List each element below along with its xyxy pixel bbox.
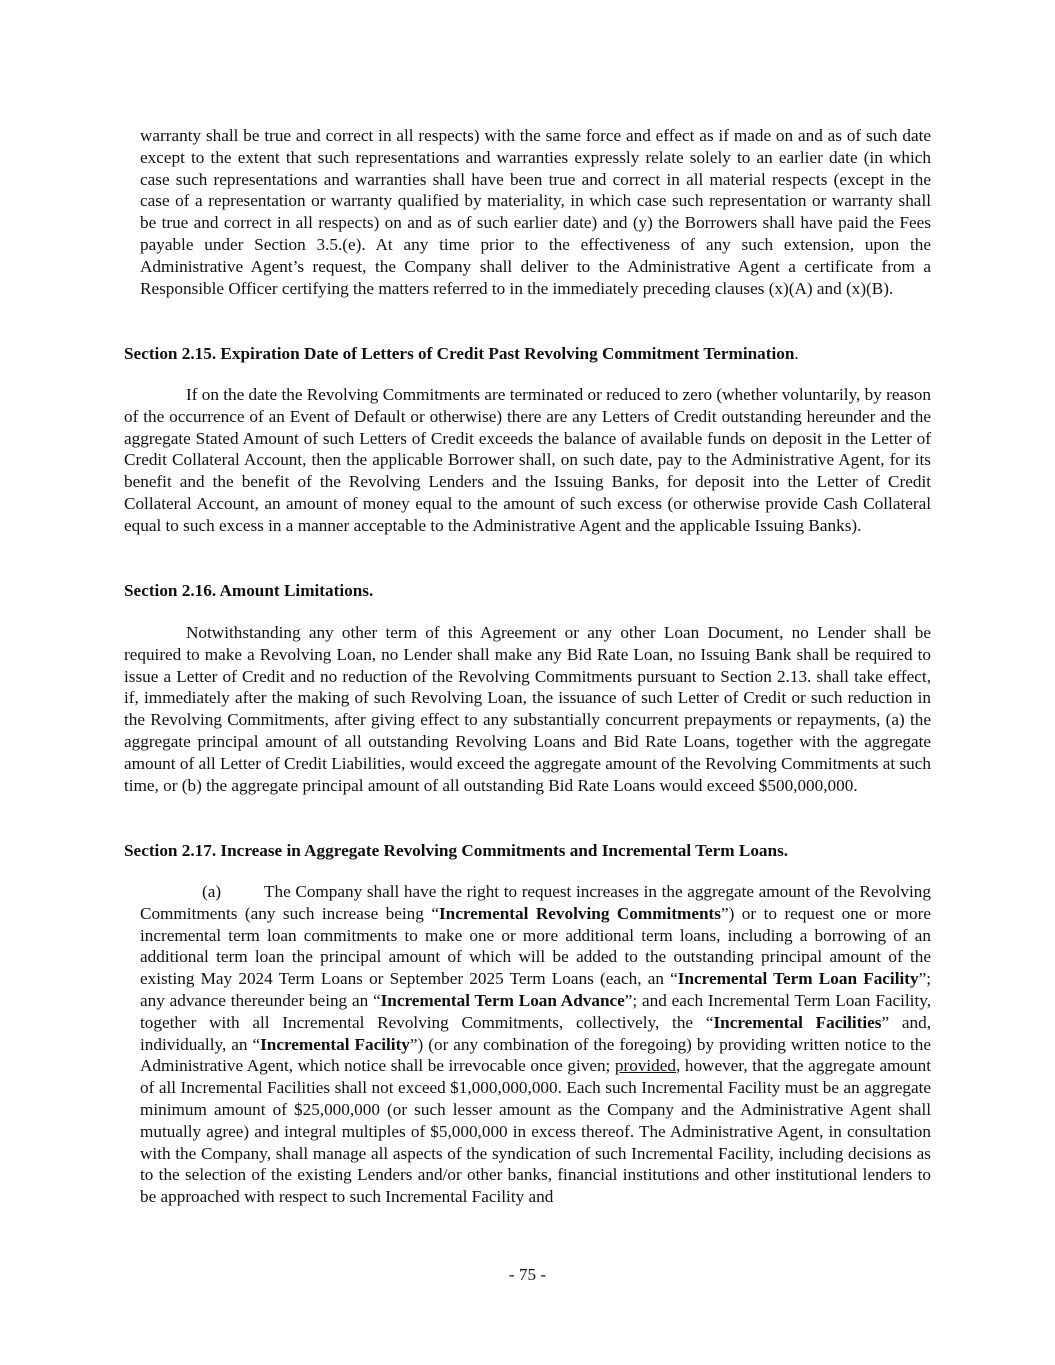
section-2-15-heading-text: Section 2.15. Expiration Date of Letters of Credit Past Revolving Commitment Termination [124,344,795,363]
section-2-16-body: Notwithstanding any other term of this Agreement or any other Loan Document, no Lender shall be required to make a Revolving Loan, no Lender shall make any Bid Rate Loan, no Issuing Bank shall be required to issue a Letter of Credit and no reduction of the Revolving Commitments pursuant to Section 2.13. shall take effect, if, immediately after the making of such Revolving Loan, the issuance of such Letter of Credit or such reduction in the Revolving Commitments, after giving effect to any substantially concurrent prepayments or repayments, (a) the aggregate principal amount of all outstanding Revolving Loans and Bid Rate Loans, together with the aggregate amount of all Letter of Credit Liabilities, would exceed the aggregate amount of the Revolving Commitments at such time, or (b) the aggregate principal amount of all outstanding Bid Rate Loans would exceed $500,000,000. [124,623,931,795]
section-2-15-heading-punct: . [794,344,799,363]
section-2-17-item-a [140,881,931,1208]
section-2-15-heading [124,343,931,365]
term-incremental-facility: Incremental Facility [260,1034,410,1054]
section-2-17-heading: Section 2.17. Increase in Aggregate Revolving Commitments and Incremental Term Loans. [124,841,789,860]
term-incremental-term-loan-facility: Incremental Term Loan Facility [677,969,919,989]
term-incremental-term-loan-advance: Incremental Term Loan Advance [380,990,625,1010]
item-a-text-4: ”; and each Incremental Term Loan Facility, together with all Incremental Revolving Commitments, collectively, the “ [140,990,932,1032]
item-a-text-5: ” and, individually, an “ [140,1012,931,1054]
item-label-a: (a) [202,882,222,901]
item-a-text-2: ”) or to request one or more incremental term loan commitments to make one or more additional term loans, including a borrowing of an additional term loan the principal amount of which will be added to the outstanding principal amount of the existing May 2024 Term Loans or September 2025 Term Loans (each, an “ [140,903,931,989]
section-2-16-heading: Section 2.16. Amount Limitations. [124,581,374,600]
item-a-text-1: The Company shall have the right to request increases in the aggregate amount of the Revolving Commitments (any such increase being “ [140,882,931,923]
page-number: - 75 - [508,1265,547,1284]
term-incremental-revolving-commitments: Incremental Revolving Commitments [438,903,721,923]
continuation-paragraph: warranty shall be true and correct in all respects) with the same force and effect as if made on and as of such date except to the extent that such representations and warranties expressly relate solely to an earlier date (in which case such representations and warranties shall have been true and correct in all material respects (except in the case of a representation or warranty qualified by materiality, in which case such representation or warranty shall be true and correct in all respects) on and as of such earlier date) and (y) the Borrowers shall have paid the Fees payable under Section 3.5.(e). At any time prior to the effectiveness of any such extension, upon the Administrative Agent’s request, the Company shall deliver to the Administrative Agent a certificate from a Responsible Officer certifying the matters referred to in the immediately preceding clauses (x)(A) and (x)(B). [140,126,931,298]
item-a-text-7: , however, that the aggregate amount of all Incremental Facilities shall not exceed $1,000,000,000. Each such Incremental Facility must be an aggregate minimum amount of $25,000,000 (or such lesser amount as the Company and the Administrative Agent shall mutually agree) and integral multiples of $5,000,000 in excess thereof. The Administrative Agent, in consultation with the Company, shall manage all aspects of the syndication of such Incremental Facility, including decisions as to the selection of the existing Lenders and/or other banks, financial institutions and other institutional lenders to be approached with respect to such Incremental Facility and [140,1056,932,1207]
item-a-text-6: ”) (or any combination of the foregoing) by providing written notice to the Administrative Agent, which notice shall be irrevocable once given; [140,1034,931,1076]
term-provided: provided [614,1056,676,1076]
section-2-15-body: If on the date the Revolving Commitments are terminated or reduced to zero (whether voluntarily, by reason of the occurrence of an Event of Default or otherwise) there are any Letters of Credit outstanding hereunder and the aggregate Stated Amount of such Letters of Credit exceeds the balance of available funds on deposit in the Letter of Credit Collateral Account, then the applicable Borrower shall, on such date, pay to the Administrative Agent, for its benefit and the benefit of the Revolving Lenders and the Issuing Banks, for deposit into the Letter of Credit Collateral Account, an amount of money equal to the amount of such excess (or otherwise provide Cash Collateral equal to such excess in a manner acceptable to the Administrative Agent and the applicable Issuing Banks). [124,385,931,535]
term-incremental-facilities: Incremental Facilities [713,1012,882,1032]
item-a-text-3: ”; any advance thereunder being an “ [140,969,931,1010]
